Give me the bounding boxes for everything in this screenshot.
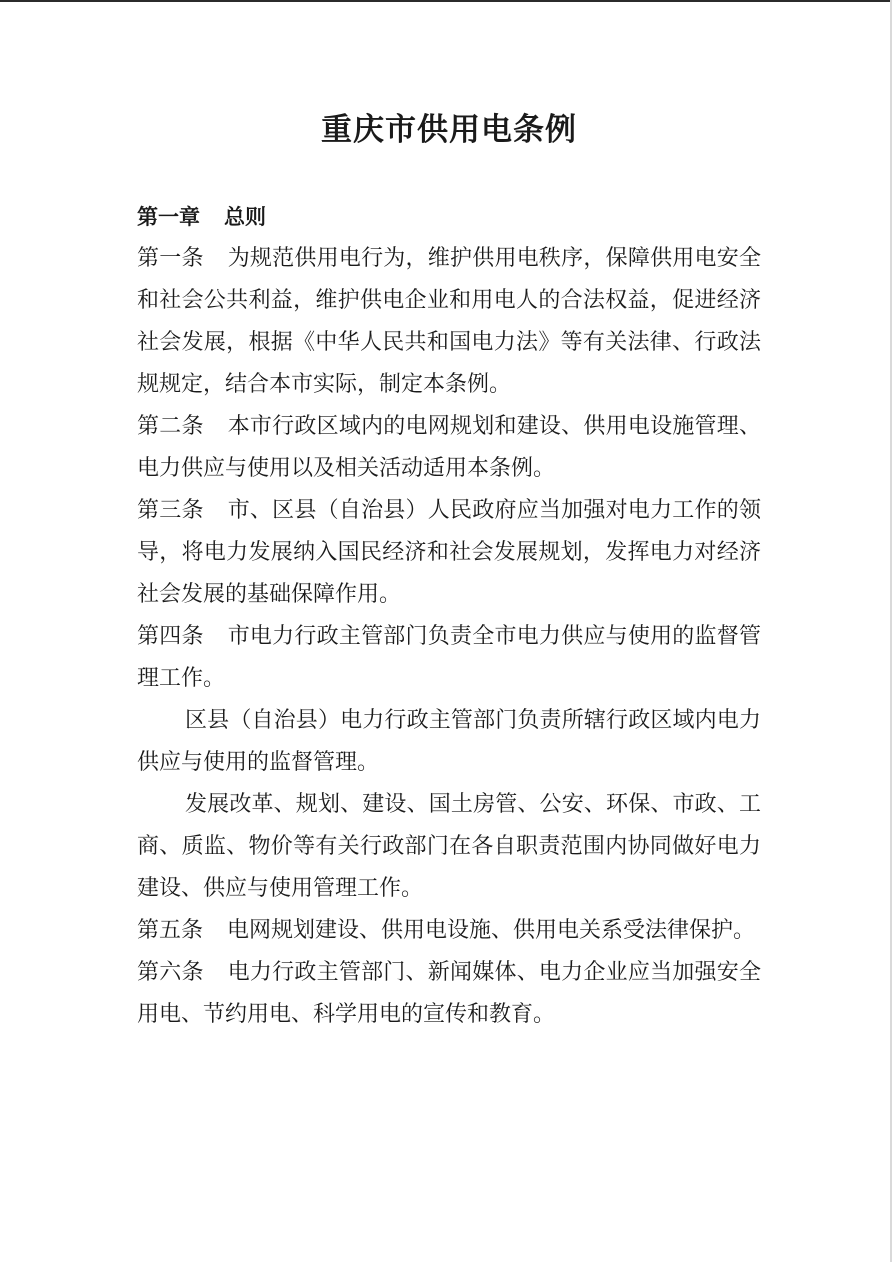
chapter-heading <box>137 196 761 238</box>
article-2 <box>137 406 761 490</box>
article-text: 本市行政区域内的电网规划和建设、供用电设施管理、电力供应与使用以及相关活动适用本条例。 <box>137 414 761 481</box>
article-4-paragraph-3: 发展改革、规划、建设、国土房管、公安、环保、市政、工商、质监、物价等有关行政部门在各自职责范围内协同做好电力建设、供应与使用管理工作。 <box>137 792 761 901</box>
article-label: 第三条 <box>137 498 204 523</box>
document-title: 重庆市供用电条例 <box>321 112 577 148</box>
article-text: 电力行政主管部门、新闻媒体、电力企业应当加强安全用电、节约用电、科学用电的宣传和教育。 <box>137 960 761 1027</box>
article-4-paragraph-2: 区县（自治县）电力行政主管部门负责所辖行政区域内电力供应与使用的监督管理。 <box>137 708 761 775</box>
article-label: 第五条 <box>137 918 204 943</box>
article-label: 第四条 <box>137 624 204 649</box>
chapter-name: 总则 <box>224 205 266 229</box>
article-3 <box>137 490 761 616</box>
article-6 <box>137 952 761 1036</box>
article-text: 市、区县（自治县）人民政府应当加强对电力工作的领导，将电力发展纳入国民经济和社会发展规划，发挥电力对经济社会发展的基础保障作用。 <box>137 498 761 607</box>
article-label: 第一条 <box>137 246 204 271</box>
article-text: 市电力行政主管部门负责全市电力供应与使用的监督管理工作。 <box>137 624 761 691</box>
document-body <box>137 196 761 1036</box>
article-5 <box>137 910 761 952</box>
article-4 <box>137 616 761 700</box>
top-border-line <box>0 0 892 2</box>
chapter-label: 第一章 <box>137 205 200 229</box>
article-label: 第六条 <box>137 960 204 985</box>
article-text: 为规范供用电行为，维护供用电秩序，保障供用电安全和社会公共利益，维护供电企业和用电人的合法权益，促进经济社会发展，根据《中华人民共和国电力法》等有关法律、行政法规规定，结合本市实际，制定本条例。 <box>137 246 761 397</box>
article-text: 电网规划建设、供用电设施、供用电关系受法律保护。 <box>227 918 756 943</box>
article-label: 第二条 <box>137 414 204 439</box>
article-1 <box>137 238 761 406</box>
